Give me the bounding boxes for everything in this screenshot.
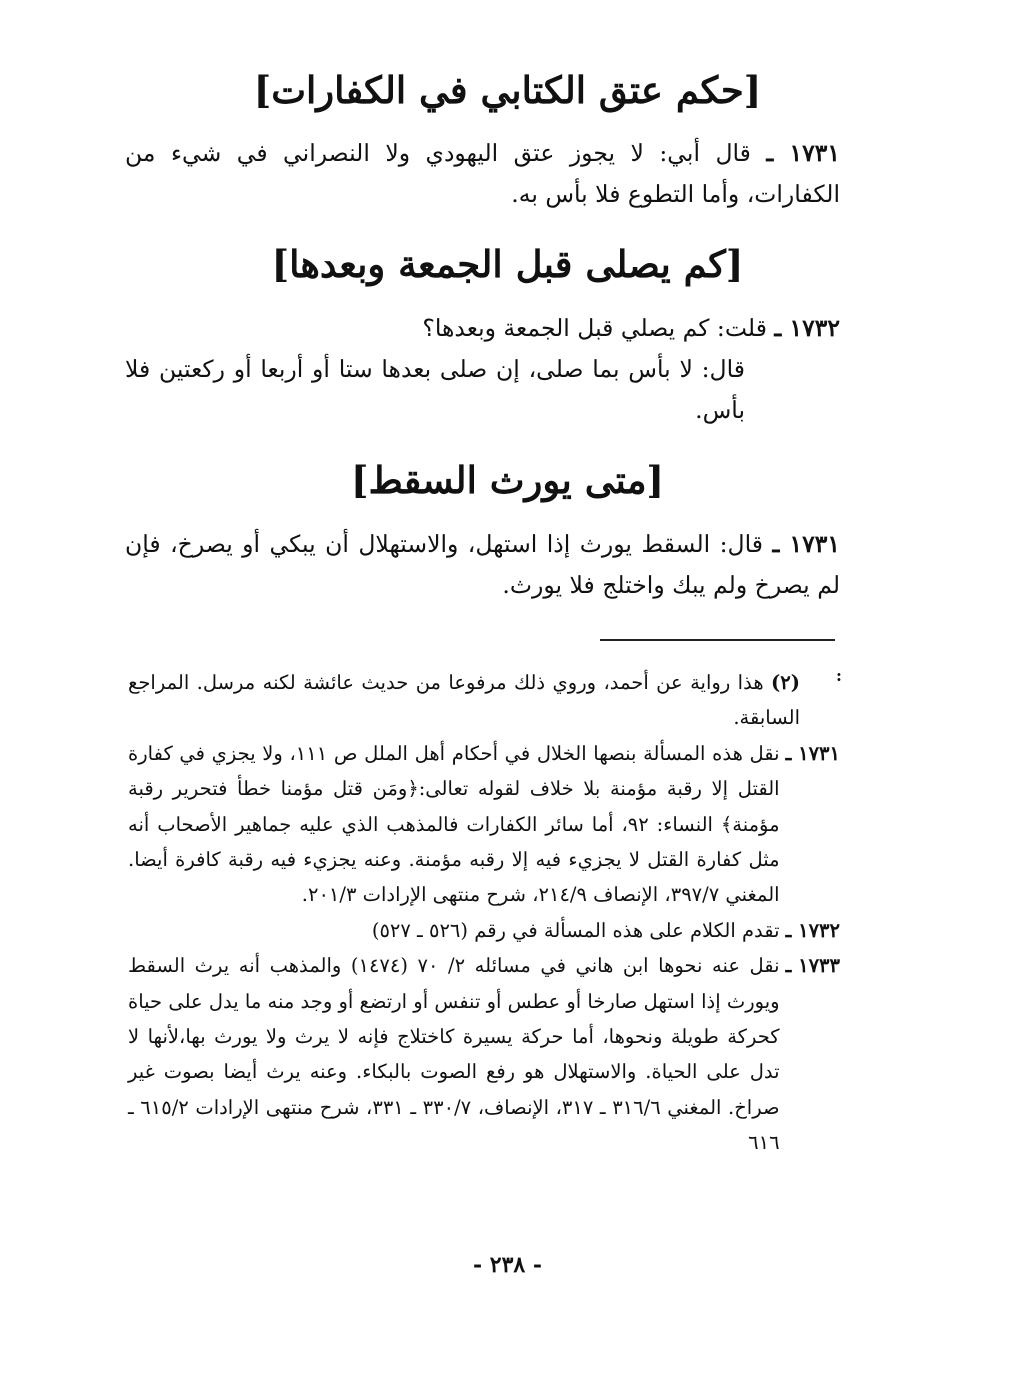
footnotes xyxy=(128,665,840,1161)
footnote-number: ١٧٣٣ ـ xyxy=(785,954,840,978)
footnote-number: ١٧٣٢ ـ xyxy=(785,918,840,942)
footnote xyxy=(128,736,840,913)
entry-number: ١٧٣١ ـ xyxy=(772,530,840,558)
section-heading: [متى يورث السقط] xyxy=(350,458,665,502)
footnote xyxy=(128,948,840,1160)
footnote-text: نقل هذه المسألة بنصها الخلال في أحكام أهل الملل ص ١١١، ولا يجزي في كفارة القتل إلا رقبة مؤمنة بلا خلاف لقوله تعالى:﴿ومَن قتل مؤمنا خطأ فتحرير رقبة مؤمنة﴾ النساء: ٩٢، أما سائر الكفارات فالمذهب الذي عليه جماهير الأصحاب أنه مثل كفارة القتل لا يجزيء فيه إلا رقبه مؤمنة. وعنه يجزيء فيه رقبة كافرة أيضا. المغني ٣٩٧/٧، الإنصاف ٢١٤/٩، شرح منتهى الإرادات ٢٠١/٣. xyxy=(128,741,780,907)
entry-number: ١٧٣٢ ـ xyxy=(774,314,840,342)
entry-1732 xyxy=(125,308,840,431)
footnote-text: تقدم الكلام على هذه المسألة في رقم (٥٢٦ ـ ٥٢٧) xyxy=(371,918,780,942)
entry-number: ١٧٣١ ـ xyxy=(766,139,840,167)
entry-text: قال: السقط يورث إذا استهل، والاستهلال أن يبكي أو يصرخ، فإن لم يصرخ ولم يبك واختلج فلا يورث. xyxy=(125,530,840,599)
entry-text: قلت: كم يصلي قبل الجمعة وبعدها؟ xyxy=(422,314,767,342)
entry-paragraph xyxy=(125,524,840,606)
entry-1731-b xyxy=(125,524,840,606)
footnote-body: هذا رواية عن أحمد، وروي ذلك مرفوعا من حديث عائشة لكنه مرسل. المراجع السابقة. xyxy=(128,671,800,730)
footnote-text xyxy=(128,665,840,736)
entry-text: قال أبي: لا يجوز عتق اليهودي ولا النصراني في شيء من الكفارات، وأما التطوع فلا بأس به. xyxy=(125,139,840,208)
footnote-number: (٢) xyxy=(771,671,800,694)
section-heading: [كم يصلى قبل الجمعة وبعدها] xyxy=(271,242,744,286)
entry-1731 xyxy=(125,133,840,215)
footnote xyxy=(128,665,840,736)
footnote-text: نقل عنه نحوها ابن هاني في مسائله ٢/ ٧٠ (١٤٧٤) والمذهب أنه يرث السقط ويورث إذا استهل صارخا أو عطس أو تنفس أو ارتضع أو وجد منه ما يدل على حياة كحركة طويلة ونحوها، أما حركة يسيرة كاختلاج فإنه لا يرث ولا يورث بها،لأنها لا تدل على الحياة. والاستهلال هو رفع الصوت بالبكاء. وعنه يرث أيضا بصوت غير صراخ. المغني ٣١٦/٦ ـ ٣١٧، الإنصاف، ٣٣٠/٧ ـ ٣٣١، شرح منتهى الإرادات ٦١٥/٢ ـ ٦١٦ xyxy=(128,954,780,1155)
page-number: - ٢٣٨ - xyxy=(472,1252,543,1278)
footnote-divider xyxy=(600,639,835,641)
footnote-number: ١٧٣١ ـ xyxy=(785,741,840,765)
entry-paragraph xyxy=(125,133,840,215)
footnote xyxy=(128,913,840,948)
margin-mark: : xyxy=(836,666,842,685)
entry-paragraph xyxy=(125,308,840,349)
entry-paragraph: قال: لا بأس بما صلى، إن صلى بعدها ستا أو أربعا أو ركعتين فلا بأس. xyxy=(125,355,745,424)
section-heading: [حكم عتق الكتابي في الكفارات] xyxy=(253,68,762,112)
